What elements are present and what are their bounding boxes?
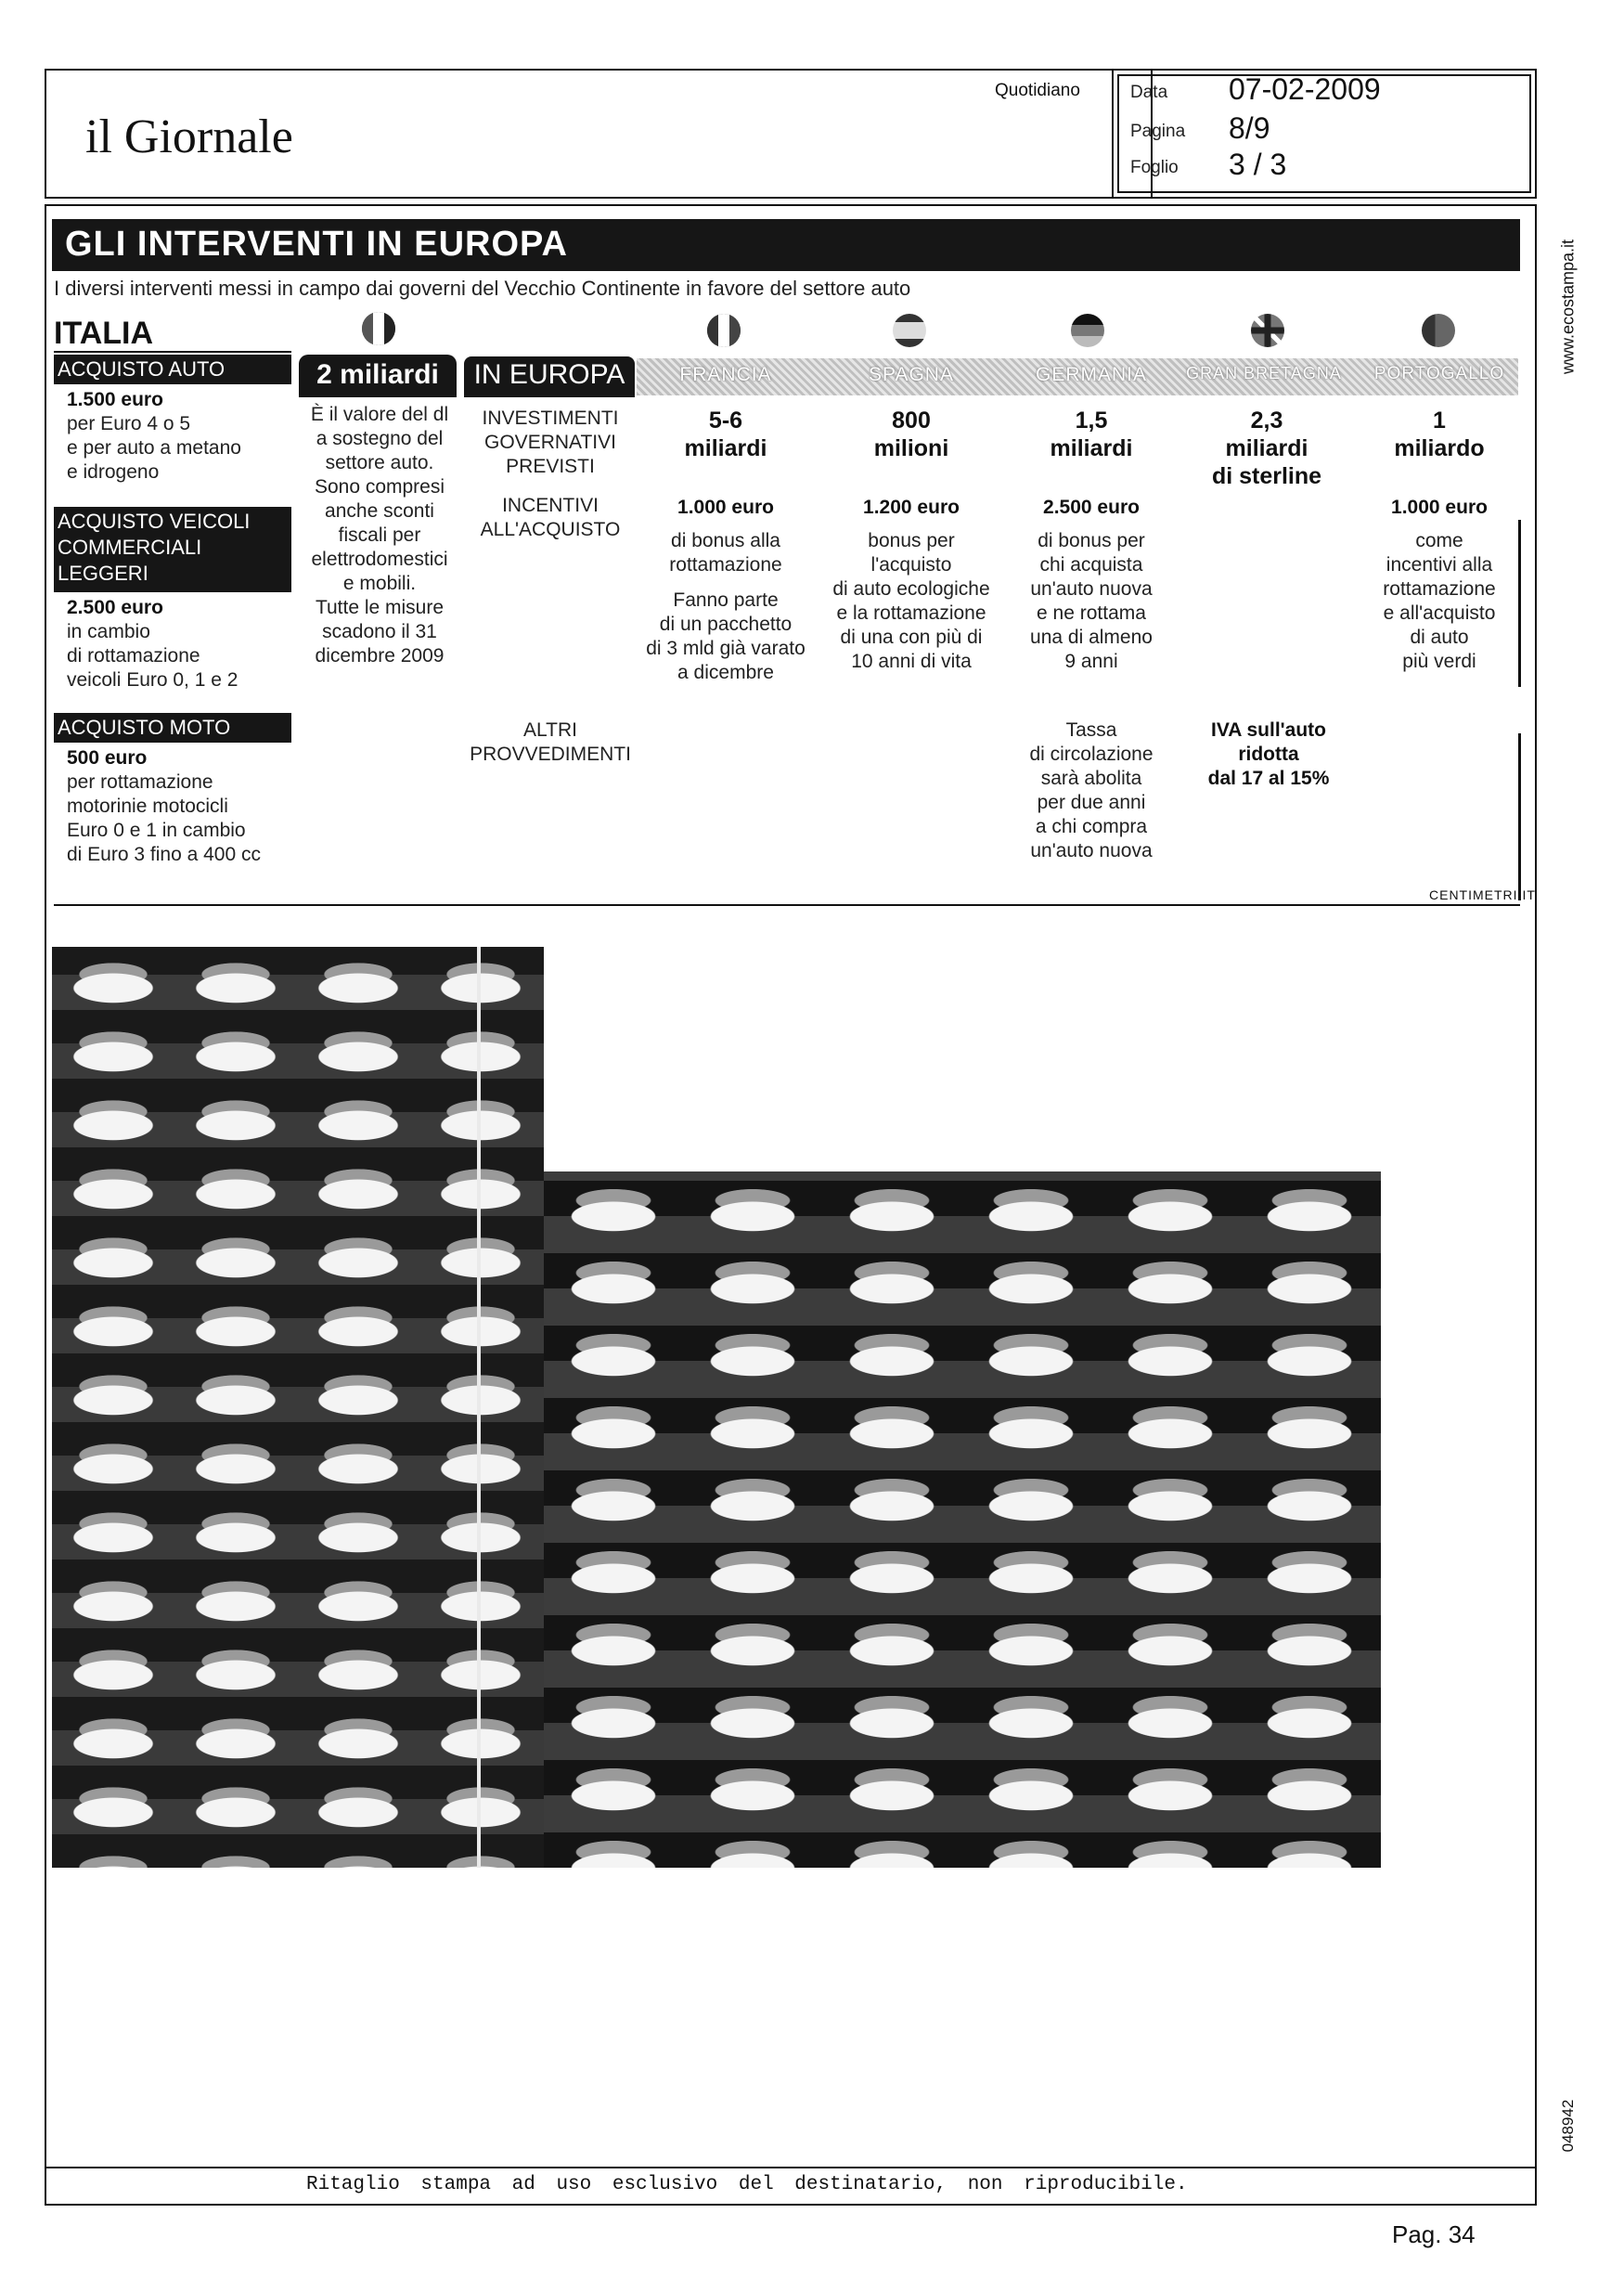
code-vertical: 048942 — [1559, 2099, 1577, 2153]
acquisto-auto-text — [67, 388, 290, 485]
moto-text — [67, 746, 308, 867]
germany-flag-icon — [1071, 314, 1104, 347]
text-line: e mobili. — [342, 573, 417, 594]
text-line: Sono compresi — [314, 476, 445, 498]
germania-investimento — [1006, 407, 1177, 462]
publication-type: Quotidiano — [995, 81, 1080, 100]
text-line: È il valore del dl — [310, 404, 449, 425]
country-name-spagna: SPAGNA — [869, 364, 954, 385]
commerciali-text — [67, 596, 290, 692]
pagina-label: Pagina — [1130, 122, 1186, 141]
text-line: miliardi — [684, 435, 767, 461]
text-line: più verdi — [1402, 651, 1476, 672]
text-line: in cambio — [67, 621, 150, 642]
spagna-investimento — [826, 407, 997, 462]
article-title-bar — [52, 219, 1520, 271]
country-name-germania: GERMANIA — [1035, 364, 1147, 385]
text-line — [631, 577, 820, 589]
graphic-source: CENTIMETRI.IT — [1429, 887, 1536, 902]
cars-photo-left — [52, 947, 544, 1868]
moto-amount: 500 euro — [67, 747, 148, 769]
gran-bretagna-investimento — [1179, 407, 1355, 490]
text-line: e ne rottama — [1037, 602, 1146, 624]
pagina-value: 8/9 — [1229, 111, 1270, 145]
text-line: dal 17 al 15% — [1207, 768, 1330, 789]
article-title: GLI INTERVENTI IN EUROPA — [65, 225, 568, 264]
italia-total-box: 2 miliardi — [299, 355, 457, 397]
text-line: elettrodomestici — [311, 549, 448, 570]
text-line: sarà abolita — [1040, 768, 1142, 789]
text-line: di bonus per — [1038, 530, 1145, 551]
label-line: COMMERCIALI — [58, 536, 202, 559]
text-line: miliardi — [1225, 435, 1308, 461]
text-line: 9 anni — [1064, 651, 1118, 672]
germania-altri — [999, 718, 1184, 863]
text-line: anche sconti — [325, 500, 434, 522]
data-value: 07-02-2009 — [1229, 72, 1381, 106]
text-line: di 3 mld già varato — [646, 638, 806, 659]
france-flag-icon — [707, 314, 741, 347]
edge-mark — [1518, 733, 1521, 900]
text-line: INCENTIVI — [502, 495, 599, 516]
text-line: ridotta — [1238, 744, 1299, 765]
text-line: PREVISTI — [506, 456, 595, 477]
gran-bretagna-altri — [1180, 718, 1357, 791]
data-label: Data — [1130, 83, 1168, 102]
commerciali-label — [54, 507, 291, 592]
label-line: ACQUISTO VEICOLI — [58, 510, 251, 533]
text-line: e idrogeno — [67, 461, 160, 483]
text-line: a sostegno del — [316, 428, 444, 449]
text-line: e all'acquisto — [1383, 602, 1496, 624]
text-line: fiscali per — [338, 524, 421, 546]
acquisto-auto-amount: 1.500 euro — [67, 389, 163, 410]
text-line: Tassa — [1065, 719, 1117, 741]
text-line: ALL'ACQUISTO — [480, 519, 621, 540]
text-line: 2,3 — [1250, 408, 1283, 434]
text-line: veicoli Euro 0, 1 e 2 — [67, 669, 238, 691]
foglio-value: 3 / 3 — [1229, 148, 1287, 181]
text-line: di bonus alla — [671, 530, 780, 551]
text-line: a chi compra — [1035, 816, 1148, 837]
portogallo-incentivo-amount: 1.000 euro — [1391, 497, 1488, 518]
in-europa-label: IN EUROPA — [464, 356, 635, 397]
text-line: di auto — [1410, 627, 1469, 648]
text-line: chi acquista — [1039, 554, 1143, 576]
text-line: di una con più di — [840, 627, 983, 648]
foglio-label: Foglio — [1130, 158, 1179, 177]
italia-rule — [54, 351, 291, 353]
text-line: di circolazione — [1029, 744, 1154, 765]
text-line: a dicembre — [677, 662, 774, 683]
text-line: Euro 0 e 1 in cambio — [67, 820, 246, 841]
newspaper-name: il Giornale — [85, 110, 293, 163]
text-line: 1,5 — [1075, 408, 1108, 434]
text-line: 5-6 — [708, 408, 743, 434]
text-line: di Euro 3 fino a 400 cc — [67, 844, 261, 865]
text-line: di un pacchetto — [659, 614, 793, 635]
text-line: bonus per — [868, 530, 955, 551]
text-line: rottamazione — [669, 554, 782, 576]
text-line: Tutte le misure — [315, 597, 445, 618]
text-line: ALTRI — [523, 719, 577, 741]
spagna-incentivo — [813, 496, 1010, 674]
text-line: motorinie motocicli — [67, 796, 228, 817]
text-line: incentivi alla — [1386, 554, 1493, 576]
moto-label: ACQUISTO MOTO — [54, 713, 291, 743]
graphic-bottom-rule — [54, 904, 1520, 906]
text-line: rottamazione — [1383, 578, 1496, 600]
italia-total-text — [299, 403, 460, 668]
text-line: per rottamazione — [67, 771, 213, 793]
portogallo-incentivo — [1360, 496, 1518, 674]
text-line: di sterline — [1211, 463, 1322, 489]
text-line: milioni — [873, 435, 949, 461]
text-line: per Euro 4 o 5 — [67, 413, 191, 434]
commerciali-amount: 2.500 euro — [67, 597, 163, 618]
germania-incentivo — [999, 496, 1184, 674]
text-line: una di almeno — [1030, 627, 1153, 648]
country-name-francia: FRANCIA — [679, 364, 772, 385]
text-line: miliardo — [1394, 435, 1485, 461]
italia-heading: ITALIA — [54, 316, 154, 351]
photo-seam — [477, 947, 481, 1868]
footer-notice: Ritaglio stampa ad uso esclusivo del destinatario, non riproducibile. — [306, 2174, 1188, 2195]
portugal-flag-icon — [1422, 314, 1455, 347]
portogallo-investimento — [1360, 407, 1518, 462]
text-line: miliardi — [1050, 435, 1133, 461]
italy-flag-icon — [362, 312, 395, 345]
footer-rule — [45, 2167, 1537, 2168]
page-number: Pag. 34 — [1392, 2220, 1476, 2248]
row-label-altri — [462, 718, 638, 767]
text-line: IVA sull'auto — [1210, 719, 1326, 741]
text-line: Fanno parte — [673, 589, 779, 611]
country-name-gran-bretagna: GRAN BRETAGNA — [1186, 364, 1342, 382]
germania-incentivo-amount: 2.500 euro — [1043, 497, 1140, 518]
text-line: dicembre 2009 — [315, 645, 445, 667]
text-line: di rottamazione — [67, 645, 200, 667]
text-line: INVESTIMENTI — [482, 408, 619, 429]
text-line: l'acquisto — [870, 554, 952, 576]
text-line: come — [1415, 530, 1463, 551]
text-line: settore auto. — [325, 452, 434, 473]
text-line: e la rottamazione — [836, 602, 986, 624]
spagna-incentivo-amount: 1.200 euro — [863, 497, 960, 518]
uk-flag-icon — [1251, 314, 1284, 347]
row-label-incentivi — [462, 494, 638, 542]
row-label-investimenti — [462, 407, 638, 479]
francia-investimento — [640, 407, 811, 462]
cars-photo-right — [544, 1171, 1381, 1868]
text-line: di auto ecologiche — [832, 578, 990, 600]
text-line: PROVVEDIMENTI — [470, 744, 631, 765]
text-line: e per auto a metano — [67, 437, 241, 459]
text-line: 800 — [892, 408, 931, 434]
article-subtitle: I diversi interventi messi in campo dai governi del Vecchio Continente in favore del settore auto — [54, 277, 911, 300]
website-vertical: www.ecostampa.it — [1558, 239, 1578, 375]
country-name-portogallo: PORTOGALLO — [1373, 364, 1505, 383]
spain-flag-icon — [893, 314, 926, 347]
text-line: 10 anni di vita — [851, 651, 972, 672]
text-line: un'auto nuova — [1030, 578, 1153, 600]
label-line: LEGGERI — [58, 562, 148, 585]
edge-mark — [1518, 520, 1521, 687]
text-line: scadono il 31 — [322, 621, 437, 642]
acquisto-auto-label: ACQUISTO AUTO — [54, 355, 291, 384]
francia-incentivo — [631, 496, 820, 685]
text-line: GOVERNATIVI — [484, 432, 616, 453]
text-line: un'auto nuova — [1030, 840, 1153, 861]
text-line: per due anni — [1037, 792, 1146, 813]
francia-incentivo-amount: 1.000 euro — [677, 497, 774, 518]
text-line: 1 — [1433, 408, 1446, 434]
